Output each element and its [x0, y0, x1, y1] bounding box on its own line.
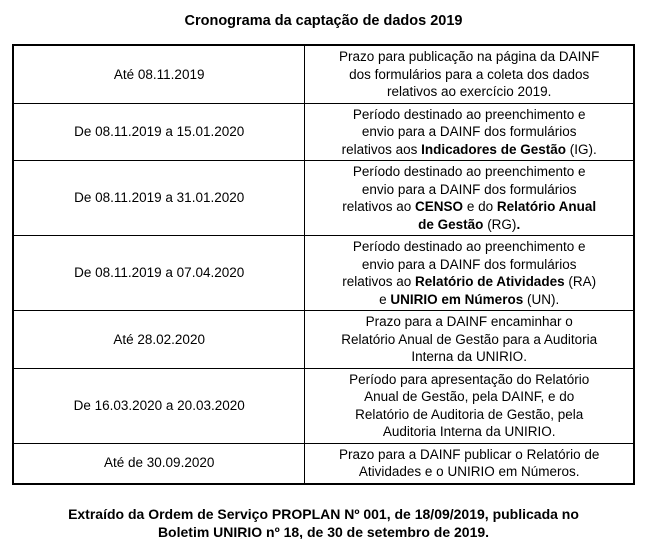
description-text: Período destinado ao preenchimento e	[352, 164, 586, 179]
description-line	[308, 423, 630, 441]
description-text: relativos ao	[342, 199, 416, 214]
table-row	[13, 311, 634, 369]
table-row	[13, 161, 634, 236]
date-cell: Até de 30.09.2020	[13, 443, 305, 484]
description-line	[308, 106, 630, 124]
source-note-line: Boletim UNIRIO nº 18, de 30 de setembro de 2019.	[157, 523, 490, 539]
description-line	[308, 331, 630, 349]
description-bold-text: Indicadores de Gestão	[421, 141, 566, 157]
table-row	[13, 443, 634, 484]
description-text: Anual de Gestão, pela DAINF, e do	[364, 389, 575, 404]
description-bold-text: Relatório Anual	[496, 199, 597, 214]
description-line	[308, 446, 630, 464]
table-row	[13, 368, 634, 443]
table-row	[13, 103, 634, 161]
date-cell: De 08.11.2019 a 31.01.2020	[13, 161, 305, 236]
description-text: envio para a DAINF dos formulários	[361, 181, 577, 197]
description-line	[308, 406, 630, 424]
description-cell	[305, 161, 634, 236]
description-bold-text: de Gestão	[418, 216, 484, 232]
description-cell	[305, 103, 634, 161]
description-cell	[305, 311, 634, 369]
source-note-line: Extraído da Ordem de Serviço PROPLAN Nº 001, de 18/09/2019, publicada no	[68, 505, 579, 522]
date-cell: De 16.03.2020 a 20.03.2020	[13, 368, 305, 443]
schedule-table-body	[13, 45, 634, 484]
description-line	[308, 123, 630, 141]
description-text: Auditoria Interna da UNIRIO.	[382, 424, 556, 439]
description-line	[308, 66, 630, 84]
schedule-table	[12, 44, 635, 485]
description-cell	[305, 443, 634, 484]
description-text: dos formulários para a coleta dos dados	[349, 66, 590, 82]
description-text: Relatório Anual de Gestão para a Auditoria	[341, 331, 598, 347]
description-line	[308, 291, 630, 309]
table-row	[13, 45, 634, 103]
description-bold-text: UNIRIO em Números	[390, 291, 524, 307]
source-note	[24, 505, 624, 539]
description-text: (RG)	[483, 216, 517, 232]
description-text: e	[379, 291, 391, 307]
description-line	[308, 163, 630, 181]
description-text: Prazo para a DAINF encaminhar o	[365, 314, 573, 329]
description-text: Prazo para publicação na página da DAINF	[338, 49, 600, 64]
description-line	[308, 181, 630, 199]
description-text: (UN).	[523, 291, 560, 307]
description-text: (IG).	[565, 141, 597, 157]
table-row	[13, 236, 634, 311]
description-text: Interna da UNIRIO.	[411, 349, 527, 364]
description-text: Prazo para a DAINF publicar o Relatório de	[338, 446, 600, 462]
description-bold-text: Relatório de Atividades	[415, 274, 565, 289]
description-cell	[305, 236, 634, 311]
description-text: relativos ao exercício 2019.	[387, 84, 552, 99]
description-text: Período para apresentação do Relatório	[349, 371, 590, 387]
description-text: relativos aos	[341, 141, 422, 157]
description-text: Atividades e o UNIRIO em Números.	[358, 464, 580, 479]
description-text: Período destinado ao preenchimento e	[352, 106, 586, 122]
description-text: Relatório de Auditoria de Gestão, pela	[355, 406, 584, 422]
description-line	[308, 388, 630, 406]
date-cell: De 08.11.2019 a 07.04.2020	[13, 236, 305, 311]
description-line	[308, 313, 630, 331]
date-cell: Até 08.11.2019	[13, 45, 305, 103]
description-bold-text: .	[516, 216, 521, 232]
description-text: envio para a DAINF dos formulários	[361, 124, 577, 139]
date-cell: Até 28.02.2020	[13, 311, 305, 369]
description-line	[308, 348, 630, 366]
date-cell: De 08.11.2019 a 15.01.2020	[13, 103, 305, 161]
description-line	[308, 216, 630, 234]
description-line	[308, 198, 630, 216]
description-text: e do	[463, 199, 497, 214]
description-text: (RA)	[564, 274, 597, 289]
page-title: Cronograma da captação de dados 2019	[184, 13, 463, 29]
description-line	[308, 463, 630, 481]
description-cell	[305, 368, 634, 443]
description-cell	[305, 45, 634, 103]
description-bold-text: CENSO	[415, 199, 464, 214]
description-line	[308, 238, 630, 256]
description-line	[308, 371, 630, 389]
description-text: Período destinado ao preenchimento e	[352, 239, 586, 254]
description-line	[308, 141, 630, 159]
description-line	[308, 83, 630, 101]
description-text: envio para a DAINF dos formulários	[361, 256, 577, 272]
description-text: relativos ao	[342, 274, 416, 289]
description-line	[308, 256, 630, 274]
description-line	[308, 48, 630, 66]
description-line	[308, 273, 630, 291]
